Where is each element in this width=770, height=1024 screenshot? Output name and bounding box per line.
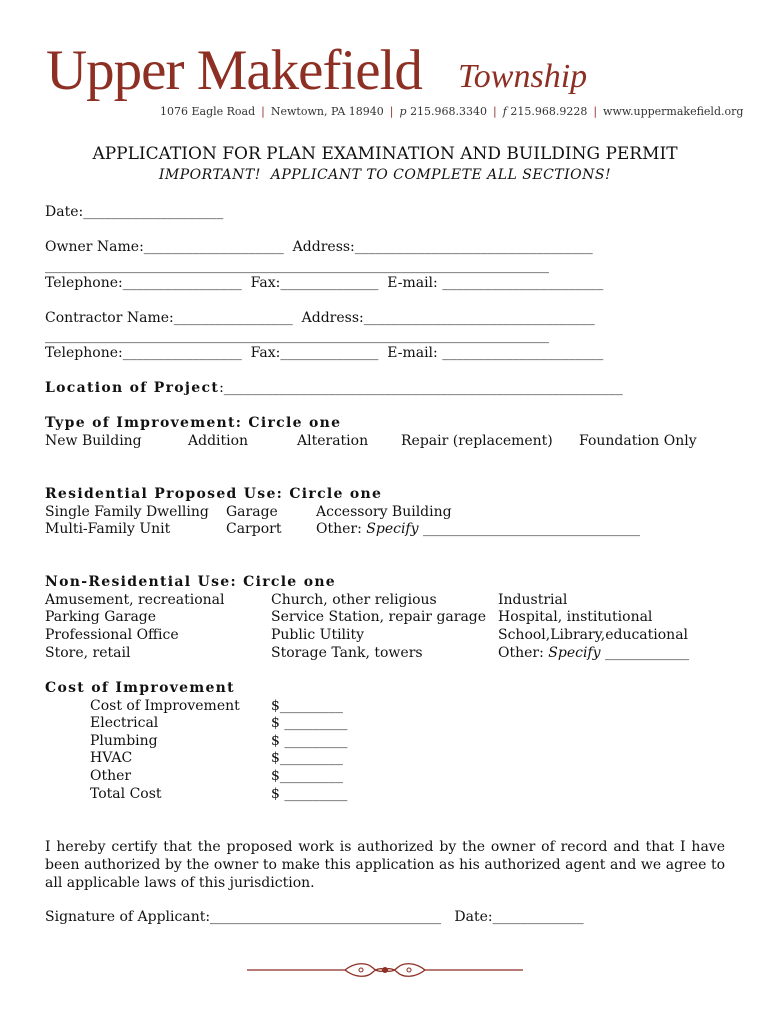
divider: | (593, 105, 598, 118)
owner-address-continuation-field[interactable]: ________________________________________________________________________ (45, 258, 549, 274)
contractor-name-address-field[interactable]: Contractor Name:_________________ Address:_________________________________ (45, 310, 595, 326)
other-line[interactable]: ____________ (600, 645, 689, 661)
letterhead-contact (160, 105, 743, 118)
location-label: Location of Project (45, 380, 220, 396)
cost-item-label: Total Cost (90, 786, 162, 802)
option-professional-office[interactable]: Professional Office (45, 627, 179, 643)
cost-heading: Cost of Improvement (45, 680, 235, 696)
option-garage[interactable]: Garage (226, 504, 278, 520)
improvement-type-heading: Type of Improvement: Circle one (45, 415, 342, 431)
option-single-family-dwelling[interactable]: Single Family Dwelling (45, 504, 209, 520)
cost-item-label: HVAC (90, 750, 133, 766)
website: www.uppermakefield.org (603, 105, 744, 118)
option-alteration[interactable]: Alteration (297, 433, 369, 449)
residential-other-field[interactable] (316, 521, 640, 537)
owner-contact-field[interactable]: Telephone:_________________ Fax:______________ E-mail: _______________________ (45, 275, 604, 291)
certification-statement: I hereby certify that the proposed work is authorized by the owner of record and that I have been authorized by the owner to make this application as his authorized agent and we agree to all applicable laws of this jurisdiction. (45, 839, 725, 891)
option-addition[interactable]: Addition (188, 433, 249, 449)
option-public-utility[interactable]: Public Utility (271, 627, 365, 643)
option-amusement-recreational[interactable]: Amusement, recreational (45, 592, 225, 608)
option-church-religious[interactable]: Church, other religious (271, 592, 437, 608)
non-residential-other-field[interactable] (498, 645, 689, 661)
fax-prefix: f (502, 105, 507, 118)
date-field[interactable]: Date:____________________ (45, 204, 224, 220)
cost-improvement-field[interactable]: $_________ (271, 698, 343, 714)
fax-number: 215.968.9228 (510, 105, 588, 118)
option-school-library-educational[interactable]: School,Library,educational (498, 627, 689, 643)
option-hospital-institutional[interactable]: Hospital, institutional (498, 609, 653, 625)
option-storage-tank[interactable]: Storage Tank, towers (271, 645, 423, 661)
option-multi-family-unit[interactable]: Multi-Family Unit (45, 521, 171, 537)
divider: | (493, 105, 497, 118)
residential-use-heading: Residential Proposed Use: Circle one (45, 486, 383, 502)
divider: | (389, 105, 394, 118)
option-foundation-only[interactable]: Foundation Only (579, 433, 697, 449)
cost-item-label: Plumbing (90, 733, 158, 749)
owner-name-address-field[interactable]: Owner Name:____________________ Address:__________________________________ (45, 239, 593, 255)
option-accessory-building[interactable]: Accessory Building (316, 504, 452, 520)
other-specify: Specify (548, 645, 601, 661)
decorative-flourish-icon (245, 958, 525, 982)
cost-plumbing-field[interactable]: $ _________ (271, 733, 348, 749)
contractor-contact-field[interactable]: Telephone:_________________ Fax:______________ E-mail: _______________________ (45, 345, 604, 361)
cost-item-label: Electrical (90, 715, 159, 731)
cost-item-label: Other (90, 768, 132, 784)
phone-prefix: p (399, 105, 407, 118)
option-repair[interactable]: Repair (replacement) (401, 433, 553, 449)
other-label: Other: (498, 645, 549, 661)
divider: | (261, 105, 265, 118)
option-store-retail[interactable]: Store, retail (45, 645, 131, 661)
address-city: Newtown, PA 18940 (270, 105, 384, 118)
cost-electrical-field[interactable]: $ _________ (271, 715, 348, 731)
form-subtitle: IMPORTANT! APPLICANT TO COMPLETE ALL SECTIONS! (158, 167, 612, 183)
other-specify: Specify (366, 521, 419, 537)
location-of-project-field[interactable] (45, 380, 623, 396)
location-line[interactable]: :_________________________________________________________ (219, 380, 623, 396)
cost-hvac-field[interactable]: $_________ (271, 750, 343, 766)
option-new-building[interactable]: New Building (45, 433, 142, 449)
form-title: APPLICATION FOR PLAN EXAMINATION AND BUILDING PERMIT (92, 144, 678, 164)
address-street: 1076 Eagle Road (160, 105, 256, 118)
township-logo-subtitle: Township (458, 58, 588, 95)
cost-item-label: Cost of Improvement (90, 698, 240, 714)
contractor-address-continuation-field[interactable]: ________________________________________________________________________ (45, 328, 549, 344)
cost-total-field[interactable]: $ _________ (271, 786, 348, 802)
option-carport[interactable]: Carport (226, 521, 282, 537)
phone-number: 215.968.3340 (410, 105, 488, 118)
option-service-station[interactable]: Service Station, repair garage (271, 609, 487, 625)
signature-date-field[interactable]: Signature of Applicant:_________________________________ Date:_____________ (45, 909, 584, 925)
option-parking-garage[interactable]: Parking Garage (45, 609, 157, 625)
cost-other-field[interactable]: $_________ (271, 768, 343, 784)
option-industrial[interactable]: Industrial (498, 592, 568, 608)
other-line[interactable]: _______________________________ (418, 521, 640, 537)
non-residential-use-heading: Non-Residential Use: Circle one (45, 574, 337, 590)
other-label: Other: (316, 521, 367, 537)
township-logo-name: Upper Makefield (46, 39, 422, 102)
